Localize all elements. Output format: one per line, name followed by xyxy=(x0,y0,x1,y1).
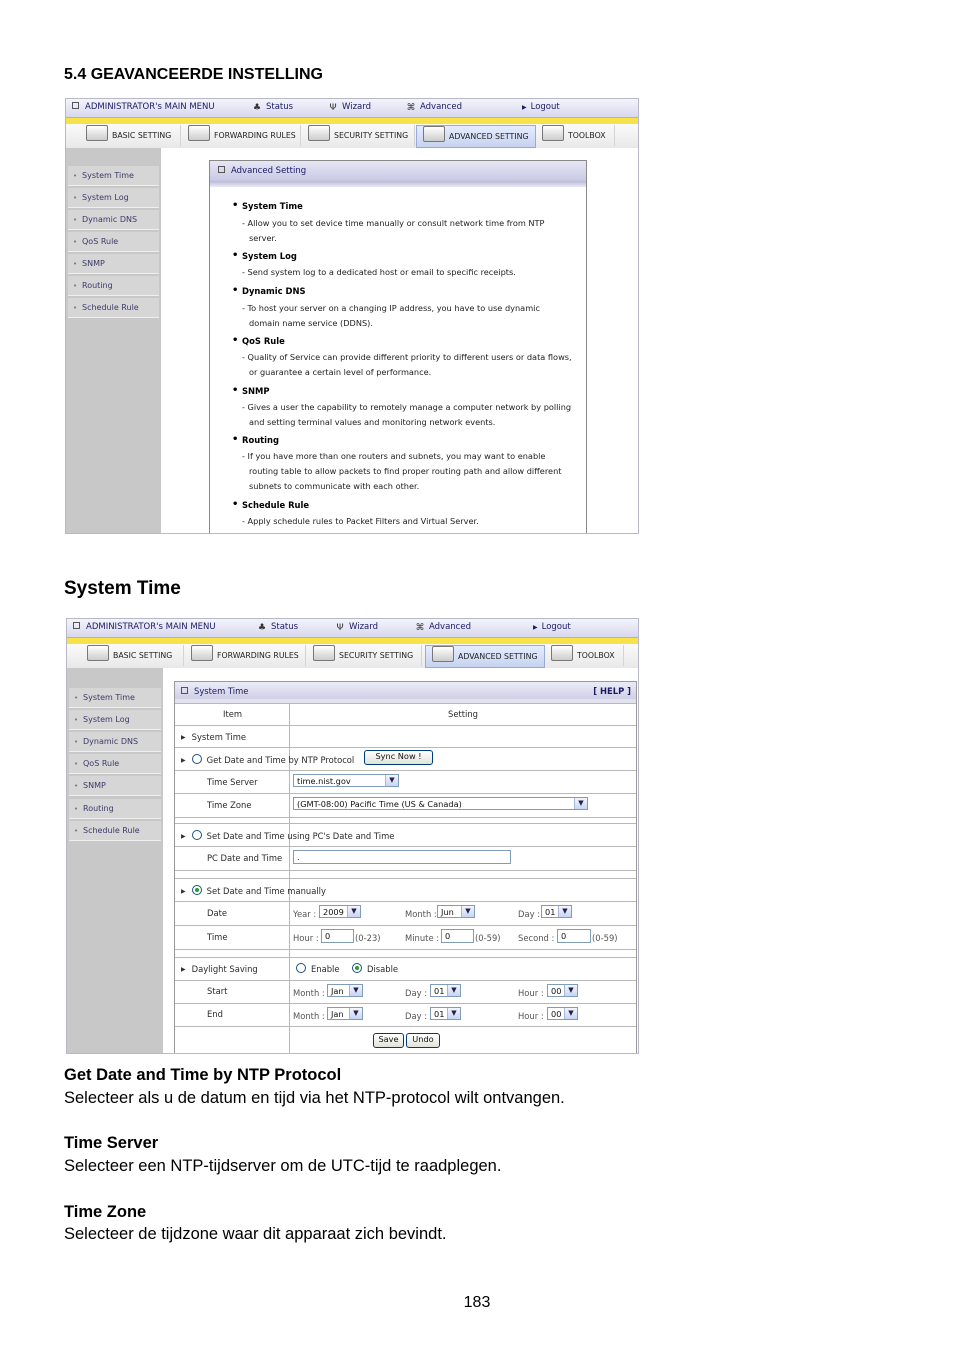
basic-setting-icon xyxy=(86,125,108,141)
sidebar-item-routing[interactable]: • Routing xyxy=(69,799,161,819)
sidebar-item-snmp[interactable]: • SNMP xyxy=(68,254,159,274)
wizard-icon: Ψ xyxy=(336,623,344,633)
sidebar-item-qos-rule[interactable]: • QoS Rule xyxy=(69,754,161,774)
year-select[interactable]: 2009 ▼ xyxy=(319,905,361,918)
arrow-right-icon: ▶ xyxy=(522,104,527,111)
form-title: System Time xyxy=(194,686,249,696)
admin-menu-link[interactable]: ADMINISTRATOR's MAIN MENU xyxy=(73,622,216,632)
advanced-link[interactable]: ⌘ Advanced xyxy=(415,622,471,633)
sidebar-item-system-log[interactable]: • System Log xyxy=(69,710,161,730)
row-date: Date Year : 2009 ▼ Month : Jun ▼ Day : 01 ▼ xyxy=(175,901,636,926)
logout-link[interactable]: ▶ Logout xyxy=(533,622,571,632)
triangle-icon: ▶ xyxy=(181,757,186,764)
chevron-down-icon: ▼ xyxy=(461,906,474,917)
entry-description: - Gives a user the capability to remotely manage a computer network by polling and setting terminal values and monitoring network events. xyxy=(242,402,572,427)
system-time-heading: System Time xyxy=(64,578,181,599)
sidebar-item-snmp[interactable]: • SNMP xyxy=(69,776,161,796)
status-link[interactable]: ♣ Status xyxy=(257,622,299,633)
chevron-down-icon: ▼ xyxy=(447,1008,460,1019)
chevron-down-icon: ▼ xyxy=(347,906,360,917)
status-link[interactable]: ♣ Status xyxy=(252,102,294,113)
entry-title: • QoS Rule xyxy=(242,336,285,346)
tab-forwarding-rules[interactable]: FORWARDING RULES xyxy=(182,125,301,146)
end-label: End xyxy=(207,1009,223,1019)
tab-forwarding-rules[interactable]: FORWARDING RULES xyxy=(185,645,306,666)
main-menu-bar xyxy=(66,99,638,118)
security-setting-icon xyxy=(313,645,335,661)
wizard-icon: Ψ xyxy=(329,103,337,113)
system-time-form xyxy=(174,681,637,1054)
advanced-link[interactable]: ⌘ Advanced xyxy=(406,102,462,113)
page-number: 183 xyxy=(463,1294,491,1311)
end-hour-select[interactable]: 00 ▼ xyxy=(547,1007,578,1020)
time-zone-label: Time Zone xyxy=(207,800,252,810)
row-dst-end: End Month : Jan ▼ Day : 01 ▼ Hour : 00 ▼ xyxy=(175,1003,636,1027)
chevron-down-icon: ▼ xyxy=(558,906,571,917)
main-menu-bar xyxy=(67,619,638,638)
entry-description: - Apply schedule rules to Packet Filters and Virtual Server. xyxy=(242,516,479,526)
paragraph-text: Selecteer als u de datum en tijd via het NTP-protocol wilt ontvangen. xyxy=(64,1089,565,1107)
row-manual: ▶ Set Date and Time manually xyxy=(175,878,636,902)
toolbox-icon xyxy=(551,645,573,661)
tab-row xyxy=(66,118,638,148)
status-icon: ♣ xyxy=(252,103,262,113)
paragraph-text: Selecteer een NTP-tijdserver om de UTC-tijd te raadplegen. xyxy=(64,1157,502,1175)
sidebar-item-schedule-rule[interactable]: • Schedule Rule xyxy=(69,821,161,841)
chevron-down-icon: ▼ xyxy=(349,1008,362,1019)
tab-advanced-setting[interactable]: ADVANCED SETTING xyxy=(425,645,545,668)
chevron-down-icon: ▼ xyxy=(564,1008,577,1019)
row-time: Time Hour : 0 (0-23) Minute : 0 (0-59) Second : 0 (0-59) xyxy=(175,925,636,950)
tab-row xyxy=(67,638,638,668)
chevron-down-icon: ▼ xyxy=(349,985,362,996)
row-time-server xyxy=(175,770,636,794)
entry-description: - If you have more than one routers and subnets, you may want to enable routing table to allow packets to find proper routing path and allow different subnets to communicate with each other. xyxy=(242,451,562,491)
manual-radio[interactable] xyxy=(192,885,202,895)
row-pc-time: ▶ Set Date and Time using PC's Date and Time xyxy=(175,823,636,847)
chevron-down-icon: ▼ xyxy=(564,985,577,996)
entry-title: • SNMP xyxy=(242,386,270,396)
entry-description: - Send system log to a dedicated host or email to specific receipts. xyxy=(242,267,516,277)
col-setting-header: Setting xyxy=(448,709,478,719)
hour-input[interactable]: 0 xyxy=(321,929,354,943)
tab-security-setting[interactable]: SECURITY SETTING xyxy=(302,125,415,146)
end-month-select[interactable]: Jan ▼ xyxy=(327,1007,363,1020)
time-label: Time xyxy=(207,932,228,942)
advanced-setting-icon xyxy=(423,126,445,142)
sidebar-item-routing[interactable]: • Routing xyxy=(68,276,159,296)
form-header xyxy=(175,682,636,700)
dst-disable-radio[interactable] xyxy=(352,963,362,973)
entry-description: - Quality of Service can provide different priority to different users or data flows, or guarantee a certain level of performance. xyxy=(242,352,572,377)
advanced-overview-screenshot xyxy=(65,98,639,534)
sidebar-item-system-time[interactable]: • System Time xyxy=(69,688,161,708)
advanced-icon: ⌘ xyxy=(406,103,416,113)
start-month-select[interactable]: Jan ▼ xyxy=(327,984,363,997)
sync-now-button[interactable]: Sync Now ! xyxy=(364,750,433,765)
col-item-header: Item xyxy=(223,709,243,719)
triangle-icon: ▶ xyxy=(181,888,186,895)
entry-description: - Allow you to set device time manually or consult network time from NTP server. xyxy=(242,218,545,243)
help-link[interactable]: [ HELP ] xyxy=(593,686,631,696)
save-button[interactable]: Save xyxy=(373,1033,404,1048)
entry-description: - To host your server on a changing IP address, you have to use dynamic domain name service (DDNS). xyxy=(242,303,540,328)
pc-date-time-label: PC Date and Time xyxy=(207,853,283,863)
entry-title: • Schedule Rule xyxy=(242,500,309,510)
minute-input[interactable]: 0 xyxy=(441,929,474,943)
day-select[interactable]: 01 ▼ xyxy=(541,905,572,918)
row-system-time: ▶ System Time xyxy=(175,725,636,748)
entry-title: • System Log xyxy=(242,251,297,261)
tab-toolbox[interactable]: TOOLBOX xyxy=(545,645,624,666)
sidebar xyxy=(66,148,161,533)
entry-title: • Routing xyxy=(242,435,279,445)
security-setting-icon xyxy=(308,125,330,141)
start-label: Start xyxy=(207,986,228,996)
logout-link[interactable]: ▶ Logout xyxy=(522,102,560,112)
wizard-link[interactable]: Ψ Wizard xyxy=(329,102,371,113)
entry-title: • System Time xyxy=(242,201,303,211)
end-day-select[interactable]: 01 ▼ xyxy=(430,1007,461,1020)
status-icon: ♣ xyxy=(257,623,267,633)
triangle-icon: ▶ xyxy=(181,966,186,973)
tab-toolbox[interactable]: TOOLBOX xyxy=(536,125,615,146)
admin-menu-link[interactable]: ADMINISTRATOR's MAIN MENU xyxy=(72,102,215,112)
section-heading: 5.4 GEAVANCEERDE INSTELLING xyxy=(64,66,323,83)
chevron-down-icon: ▼ xyxy=(385,775,398,786)
row-pc-date-time xyxy=(175,846,636,871)
time-zone-select[interactable]: (GMT-08:00) Pacific Time (US & Canada) ▼ xyxy=(293,797,588,810)
undo-button[interactable]: Undo xyxy=(406,1033,440,1048)
chevron-down-icon: ▼ xyxy=(574,798,587,809)
sidebar-item-schedule-rule[interactable]: • Schedule Rule xyxy=(68,298,159,318)
paragraph-title: Time Server xyxy=(64,1134,159,1152)
advanced-icon: ⌘ xyxy=(415,623,425,633)
basic-setting-icon xyxy=(87,645,109,661)
start-hour-select[interactable]: 00 ▼ xyxy=(547,984,578,997)
row-time-zone xyxy=(175,793,636,818)
column-headers xyxy=(175,703,636,726)
dst-enable-radio[interactable] xyxy=(296,963,306,973)
wizard-link[interactable]: Ψ Wizard xyxy=(336,622,378,633)
paragraph-text: Selecteer de tijdzone waar dit apparaat zich bevindt. xyxy=(64,1225,447,1243)
row-dst-start: Start Month : Jan ▼ Day : 01 ▼ Hour : 00 ▼ xyxy=(175,980,636,1004)
sidebar-item-qos-rule[interactable]: • QoS Rule xyxy=(68,232,159,252)
tab-advanced-setting[interactable]: ADVANCED SETTING xyxy=(416,125,536,148)
sidebar xyxy=(67,668,163,1053)
sidebar-item-dynamic-dns[interactable]: • Dynamic DNS xyxy=(68,210,159,230)
chevron-down-icon: ▼ xyxy=(447,985,460,996)
ntp-radio[interactable] xyxy=(192,754,202,764)
second-input[interactable]: 0 xyxy=(557,929,591,943)
pc-date-time-field: . xyxy=(293,850,511,864)
paragraph-title: Get Date and Time by NTP Protocol xyxy=(64,1066,342,1084)
toolbox-icon xyxy=(542,125,564,141)
tab-basic-setting[interactable]: BASIC SETTING xyxy=(81,645,184,666)
time-server-select[interactable]: time.nist.gov ▼ xyxy=(293,774,399,787)
triangle-icon: ▶ xyxy=(181,833,186,840)
arrow-right-icon: ▶ xyxy=(533,624,538,631)
row-ntp: ▶ Get Date and Time by NTP Protocol Sync Now ! xyxy=(175,747,636,771)
tab-basic-setting[interactable]: BASIC SETTING xyxy=(80,125,181,146)
forwarding-rules-icon xyxy=(191,645,213,661)
pc-time-radio[interactable] xyxy=(192,830,202,840)
row-daylight-saving: ▶ Daylight Saving Enable Disable xyxy=(175,957,636,981)
time-server-label: Time Server xyxy=(207,777,258,787)
system-time-screenshot xyxy=(66,618,639,1054)
sidebar-item-system-time[interactable]: • System Time xyxy=(68,166,159,186)
advanced-setting-icon xyxy=(432,646,454,662)
sidebar-item-dynamic-dns[interactable]: • Dynamic DNS xyxy=(69,732,161,752)
sidebar-item-system-log[interactable]: • System Log xyxy=(68,188,159,208)
triangle-icon: ▶ xyxy=(181,734,186,741)
paragraph-title: Time Zone xyxy=(64,1203,147,1221)
forwarding-rules-icon xyxy=(188,125,210,141)
entry-title: • Dynamic DNS xyxy=(242,286,306,296)
date-label: Date xyxy=(207,908,228,918)
month-select[interactable]: Jun ▼ xyxy=(437,905,475,918)
panel-header: Advanced Setting xyxy=(210,161,586,181)
tab-security-setting[interactable]: SECURITY SETTING xyxy=(307,645,422,666)
start-day-select[interactable]: 01 ▼ xyxy=(430,984,461,997)
